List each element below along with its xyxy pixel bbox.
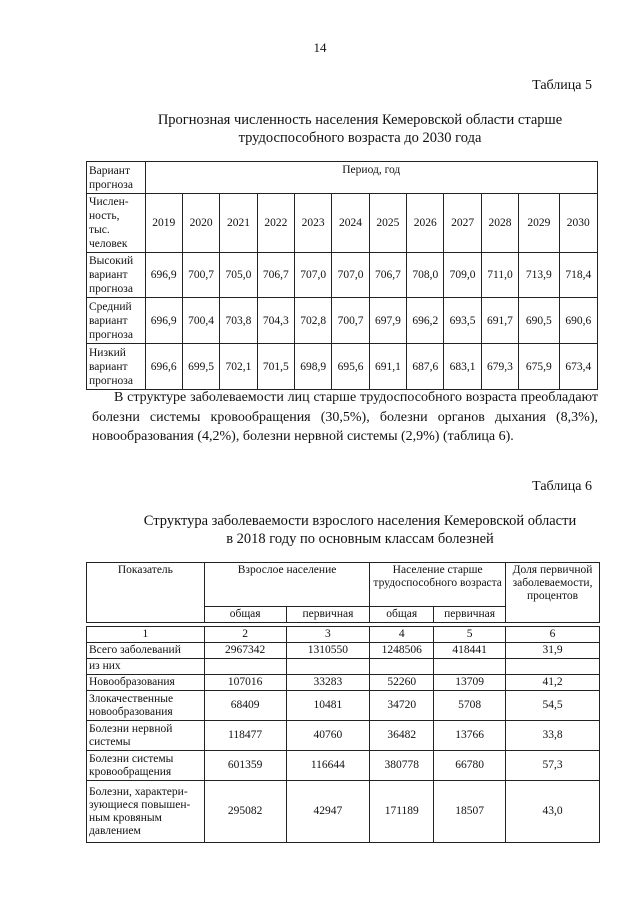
- table5-title-line1: Прогнозная численность населения Кемеровской области старше: [157, 112, 563, 128]
- row-label: Болезни системы кровообращения: [87, 751, 205, 781]
- year-cell: 2030: [559, 194, 597, 253]
- value-cell: 705,0: [220, 253, 257, 298]
- value-cell: [506, 659, 600, 675]
- year-cell: 2025: [369, 194, 406, 253]
- value-cell: 601359: [204, 751, 286, 781]
- value-cell: 1248506: [370, 643, 434, 659]
- table6-title: [120, 512, 600, 548]
- year-cell: 2019: [145, 194, 182, 253]
- value-cell: 711,0: [481, 253, 518, 298]
- value-cell: 695,6: [332, 344, 369, 390]
- value-cell: 380778: [370, 751, 434, 781]
- value-cell: 693,5: [444, 298, 481, 344]
- column-number: 5: [434, 627, 506, 643]
- table-row: [87, 781, 600, 843]
- value-cell: 704,3: [257, 298, 294, 344]
- forecast-population-table: [86, 161, 598, 390]
- value-cell: 691,7: [481, 298, 518, 344]
- value-cell: 706,7: [369, 253, 406, 298]
- value-cell: 713,9: [519, 253, 559, 298]
- row-label: из них: [87, 659, 205, 675]
- header-adult-primary: первичная: [286, 607, 370, 623]
- body-paragraph: [92, 388, 598, 447]
- value-cell: 707,0: [332, 253, 369, 298]
- column-number: 1: [87, 627, 205, 643]
- year-cell: 2026: [407, 194, 444, 253]
- value-cell: [204, 659, 286, 675]
- morbidity-structure-table: [86, 562, 600, 843]
- table-row: [87, 721, 600, 751]
- value-cell: 31,9: [506, 643, 600, 659]
- value-cell: 18507: [434, 781, 506, 843]
- value-cell: 33283: [286, 675, 370, 691]
- row-label: Низкий вариант прогноза: [87, 344, 146, 390]
- value-cell: 687,6: [407, 344, 444, 390]
- value-cell: 702,8: [295, 298, 332, 344]
- value-cell: 171189: [370, 781, 434, 843]
- year-cell: 2027: [444, 194, 481, 253]
- value-cell: 68409: [204, 691, 286, 721]
- year-cell: 2022: [257, 194, 294, 253]
- value-cell: 708,0: [407, 253, 444, 298]
- value-cell: 696,2: [407, 298, 444, 344]
- value-cell: 696,6: [145, 344, 182, 390]
- value-cell: 52260: [370, 675, 434, 691]
- table-row: [87, 691, 600, 721]
- value-cell: 42947: [286, 781, 370, 843]
- value-cell: 57,3: [506, 751, 600, 781]
- value-cell: 698,9: [295, 344, 332, 390]
- value-cell: 1310550: [286, 643, 370, 659]
- table-row: [87, 643, 600, 659]
- table-row: [87, 253, 598, 298]
- value-cell: 709,0: [444, 253, 481, 298]
- page-number: 14: [313, 40, 327, 55]
- value-cell: 40760: [286, 721, 370, 751]
- header-unit: Числен-ность, тыс. человек: [87, 194, 146, 253]
- header-primary-share: Доля первичной заболеваемости, процентов: [506, 563, 600, 623]
- value-cell: 43,0: [506, 781, 600, 843]
- value-cell: 701,5: [257, 344, 294, 390]
- value-cell: 36482: [370, 721, 434, 751]
- row-label: Злокачественные новообразования: [87, 691, 205, 721]
- value-cell: [434, 659, 506, 675]
- row-label: Всего заболеваний: [87, 643, 205, 659]
- column-numbers-row: [87, 627, 600, 643]
- table6-caption: Таблица 6: [532, 479, 592, 494]
- value-cell: 718,4: [559, 253, 597, 298]
- row-label: Болезни нервной системы: [87, 721, 205, 751]
- value-cell: 691,1: [369, 344, 406, 390]
- table-row: [87, 344, 598, 390]
- table5-title: [120, 111, 600, 147]
- header-older-primary: первичная: [434, 607, 506, 623]
- column-number: 6: [506, 627, 600, 643]
- table6-title-line1: Структура заболеваемости взрослого населения Кемеровской области: [143, 513, 577, 529]
- value-cell: 697,9: [369, 298, 406, 344]
- row-label: Новообразования: [87, 675, 205, 691]
- value-cell: 700,4: [182, 298, 219, 344]
- value-cell: 700,7: [182, 253, 219, 298]
- value-cell: 699,5: [182, 344, 219, 390]
- value-cell: 41,2: [506, 675, 600, 691]
- header-adult-population: Взрослое население: [204, 563, 370, 607]
- value-cell: 696,9: [145, 253, 182, 298]
- year-cell: 2023: [295, 194, 332, 253]
- year-cell: 2029: [519, 194, 559, 253]
- value-cell: 5708: [434, 691, 506, 721]
- header-older-population: Население старше трудоспособного возраста: [370, 563, 506, 607]
- value-cell: 706,7: [257, 253, 294, 298]
- year-cell: 2021: [220, 194, 257, 253]
- value-cell: 703,8: [220, 298, 257, 344]
- table6-title-line2: в 2018 году по основным классам болезней: [226, 531, 494, 547]
- table-row: [87, 751, 600, 781]
- table-row: [87, 298, 598, 344]
- header-older-total: общая: [370, 607, 434, 623]
- value-cell: 683,1: [444, 344, 481, 390]
- value-cell: 418441: [434, 643, 506, 659]
- value-cell: 118477: [204, 721, 286, 751]
- column-number: 3: [286, 627, 370, 643]
- value-cell: 675,9: [519, 344, 559, 390]
- value-cell: 696,9: [145, 298, 182, 344]
- value-cell: 13766: [434, 721, 506, 751]
- value-cell: [370, 659, 434, 675]
- table-row: [87, 659, 600, 675]
- value-cell: 707,0: [295, 253, 332, 298]
- value-cell: 700,7: [332, 298, 369, 344]
- value-cell: 690,6: [559, 298, 597, 344]
- value-cell: 13709: [434, 675, 506, 691]
- value-cell: 702,1: [220, 344, 257, 390]
- value-cell: 673,4: [559, 344, 597, 390]
- value-cell: 690,5: [519, 298, 559, 344]
- row-label: Средний вариант прогноза: [87, 298, 146, 344]
- row-label: Болезни, характери-зующиеся повышен-ным кровяным давлением: [87, 781, 205, 843]
- header-adult-total: общая: [204, 607, 286, 623]
- header-indicator: Показатель: [87, 563, 205, 623]
- value-cell: 116644: [286, 751, 370, 781]
- header-period: Период, год: [145, 162, 597, 194]
- header-variant: Вариант прогноза: [87, 162, 146, 194]
- value-cell: 2967342: [204, 643, 286, 659]
- table5-title-line2: трудоспособного возраста до 2030 года: [238, 130, 482, 146]
- column-number: 2: [204, 627, 286, 643]
- value-cell: 34720: [370, 691, 434, 721]
- value-cell: 54,5: [506, 691, 600, 721]
- value-cell: 295082: [204, 781, 286, 843]
- year-cell: 2020: [182, 194, 219, 253]
- paragraph-text: В структуре заболеваемости лиц старше трудоспособного возраста преобладают болезни системы кровообращения (30,5%), болезни органов дыхания (8,3%), новообразования (4,2%), болезни нервной системы (2,9%) (таблица 6).: [92, 390, 598, 444]
- year-cell: 2024: [332, 194, 369, 253]
- year-cell: 2028: [481, 194, 518, 253]
- row-label: Высокий вариант прогноза: [87, 253, 146, 298]
- value-cell: 66780: [434, 751, 506, 781]
- table5-caption: Таблица 5: [532, 78, 592, 93]
- column-number: 4: [370, 627, 434, 643]
- table-row: [87, 675, 600, 691]
- value-cell: [286, 659, 370, 675]
- value-cell: 107016: [204, 675, 286, 691]
- value-cell: 33,8: [506, 721, 600, 751]
- value-cell: 679,3: [481, 344, 518, 390]
- value-cell: 10481: [286, 691, 370, 721]
